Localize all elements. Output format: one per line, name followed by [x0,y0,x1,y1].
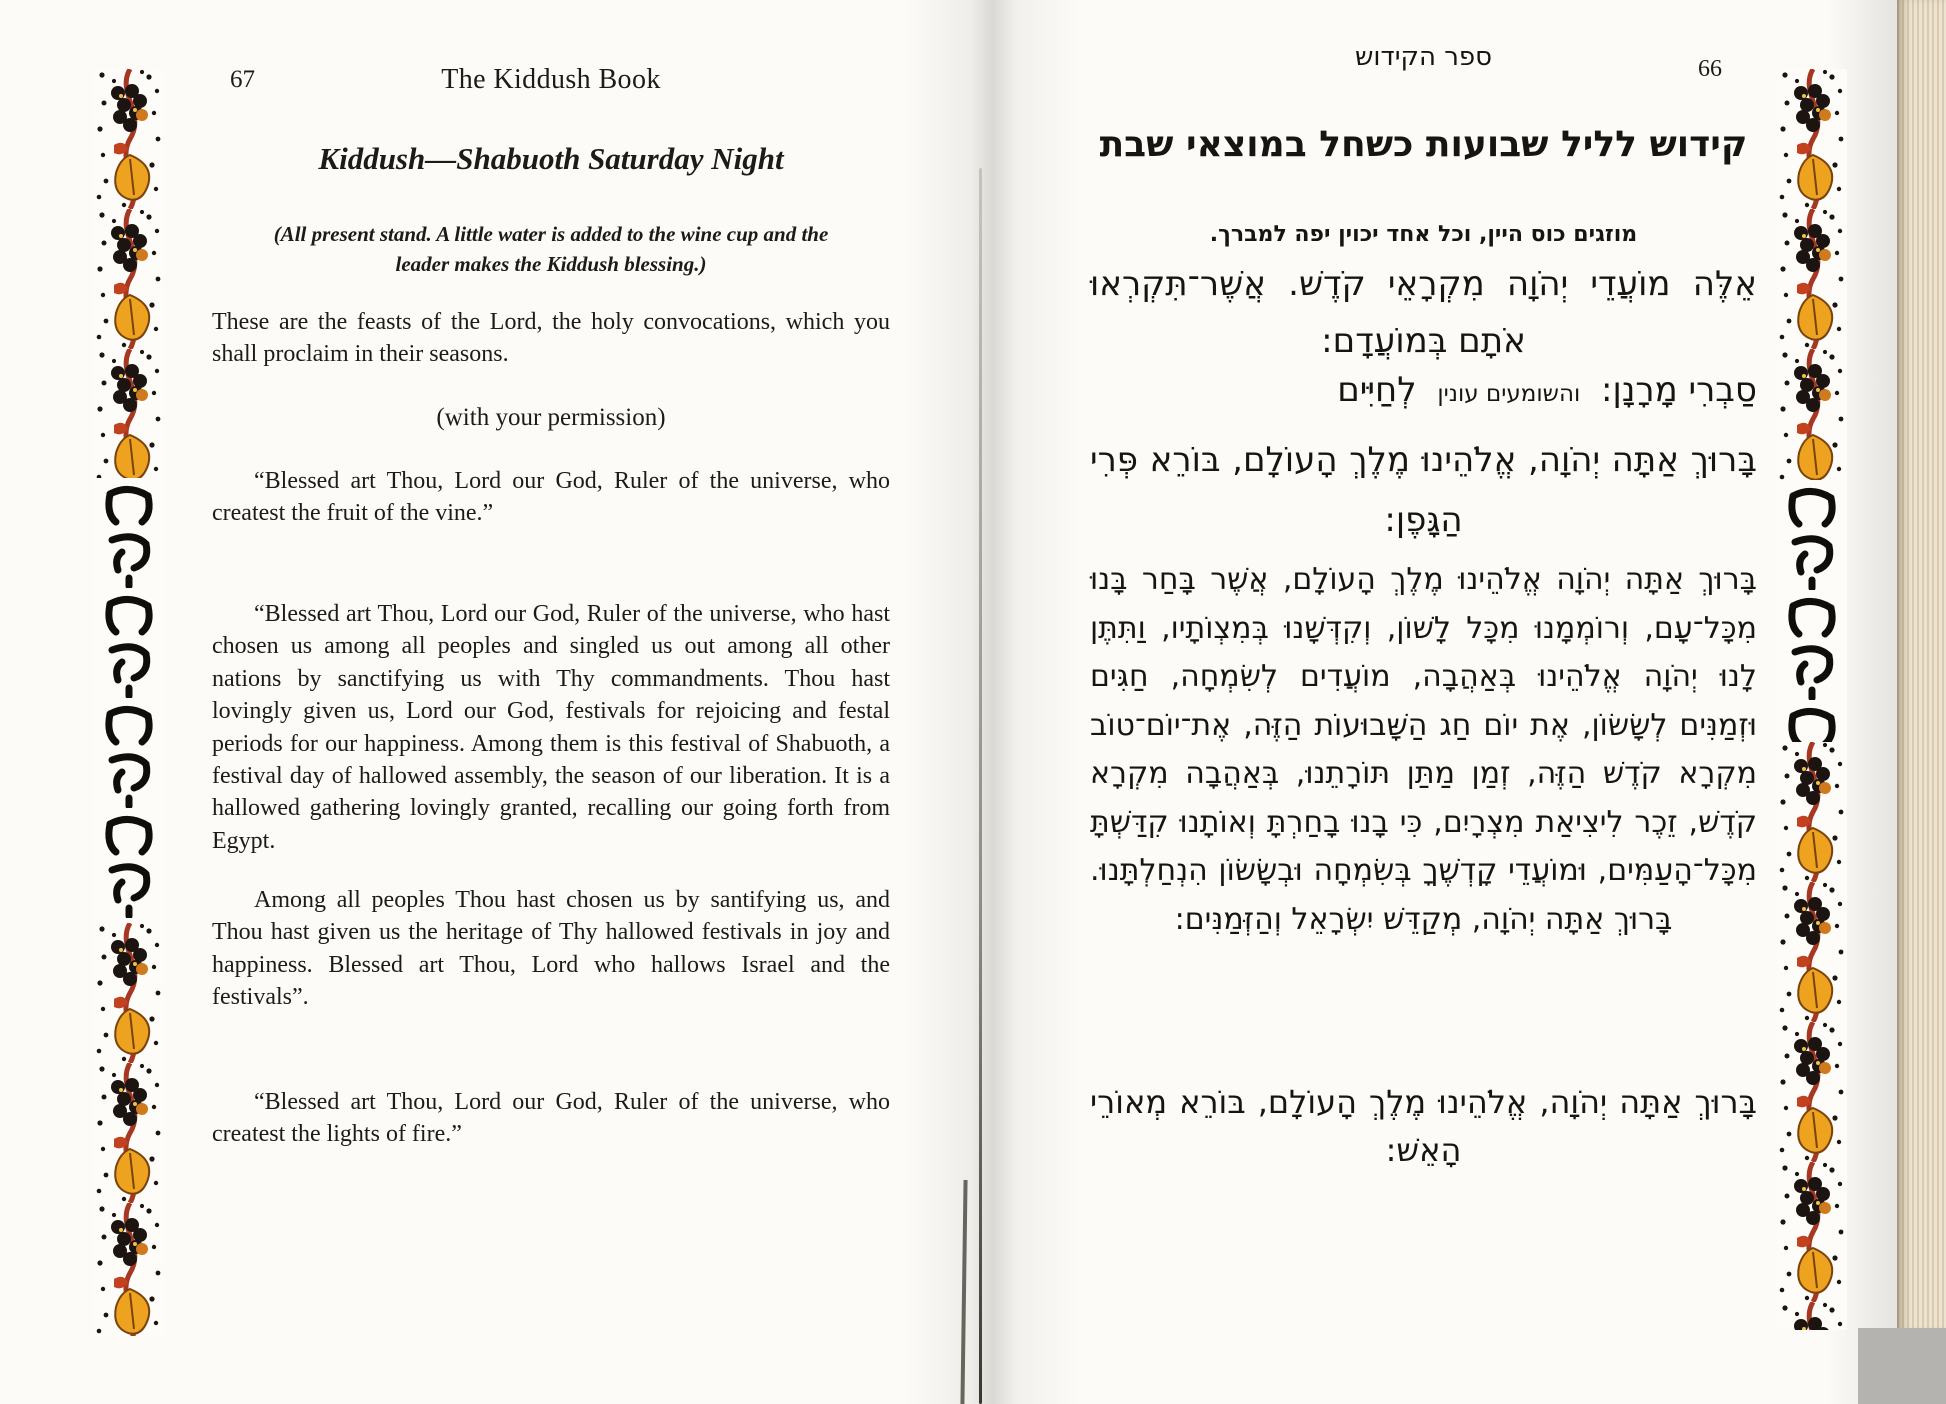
blessing-wine-hebrew: בָּרוּךְ אַתָּה יְהֹוָה, אֱלֹהֵינוּ מֶלֶךְ הָעוֹלָם, בּוֹרֵא פְּרִי הַגָּפֶן: [1090,440,1757,540]
grapevine-border-icon [94,923,164,1336]
blessing-festival-english: “Blessed art Thou, Lord our God, Ruler of the universe, who hast chosen us among all peoples and singled us out among all other nations by sanctifying us with Thy commandments. Thou hast lovingly given us, Lord our God, festivals for rejoicing and festal periods for our happiness. Among them is this festival of Shabuoth, a festival day of hallowed assembly, the season of our liberation. It is a hallowed gathering lovingly granted, recalling our going forth from Egypt. [212,601,890,854]
savri-lead: סַבְרִי מָרָנָן: [1601,370,1757,410]
gutter-line [979,168,982,1404]
hebrew-calligraphy-art [94,478,164,923]
blessing-festival-hebrew: בָּרוּךְ אַתָּה יְהֹוָה אֱלֹהֵינוּ מֶלֶךְ הָעוֹלָם, אֲשֶׁר בָּחַר בָּנוּ מִכָּל־עָם, וְרוֹמְמָנוּ מִכָּל לָשׁוֹן, וְקִדְּשָׁנוּ בְּמִצְוֹתָיו, וַתִּתֶּן לָנוּ יְהֹוָה אֱלֹהֵינוּ בְּאַהֲבָה, מוֹעֲדִים לְשִׂמְחָה, חַגִּים וּזְמַנִּים לְשָׂשׂוֹן, אֶת יוֹם חַג הַשָּׁבוּעוֹת הַזֶּה, אֶת־יוֹם־טוֹב מִקְרָא קֹדֶשׁ הַזֶּה, זְמַן מַתַּן תּוֹרָתֵנוּ, בְּאַהֲבָה מִקְרָא קֹדֶשׁ, זֵכֶר לִיצִיאַת מִצְרָיִם, כִּי בָנוּ בָחַרְתָּ וְאוֹתָנוּ קִדַּשְׁתָּ מִכָּל־הָעַמִּים, וּמוֹעֲדֵי קָדְשֶׁךָ בְּשִׂמְחָה וּבְשָׂשׂוֹן הִנְחַלְתָּנוּ. בָּרוּךְ אַתָּה יְהֹוָה, מְקַדֵּשׁ יִשְׂרָאֵל וְהַזְּמַנִּים: [1090,562,1757,937]
grapevine-border-icon [1777,69,1847,480]
savri-response: לְחַיִּים [1337,370,1417,410]
page-number-left: 67 [230,66,255,93]
grapevine-border-icon [94,69,164,478]
section-title-english: Kiddush—Shabuoth Saturday Night [318,141,784,176]
running-title-hebrew: ספר הקידוש [1355,42,1492,72]
savri-maranan-line [1090,370,1757,410]
permission-line: (with your permission) [436,404,666,431]
stage-direction [212,219,890,279]
kiddush-instruction: מוזגים כוס היין, וכל אחד יכוין יפה למברך. [1209,222,1638,247]
book-fore-edge-pages [1897,0,1946,1330]
verse-moadei-adonai: אֵלֶּה מוֹעֲדֵי יְהֹוָה מִקְרָאֵי קֹדֶשׁ. אֲשֶׁר־תִּקְרְאוּ אֹתָם בְּמוֹעֲדָם: [1090,264,1757,361]
stage-direction-text: (All present stand. A little water is added to the wine cup and the leader makes the Kiddush blessing.) [273,222,829,276]
blessing-festival-continued: Among all peoples Thou hast chosen us by santifying us, and Thou hast given us the heritage of Thy hallowed festivals in joy and happiness. Blessed art Thou, Lord who hallows Israel and the festivals”. [212,887,890,1011]
grapevine-border-icon [1777,742,1847,1330]
section-title-hebrew: קידוש לליל שבועות כשחל במוצאי שבת [1099,124,1748,165]
blessing-fire-hebrew: בָּרוּךְ אַתָּה יְהֹוָה, אֱלֹהֵינוּ מֶלֶךְ הָעוֹלָם, בּוֹרֵא מְאוֹרֵי הָאֵשׁ: [1090,1083,1757,1169]
page-number-right: 66 [1698,56,1722,82]
book-gutter-shadow [905,0,1080,1404]
blessing-fire-english: “Blessed art Thou, Lord our God, Ruler of the universe, who createst the lights of fire.” [212,1089,890,1148]
hebrew-calligraphy-art [1777,480,1847,742]
scan-background-corner [1858,1328,1946,1404]
paragraph-feasts: These are the feasts of the Lord, the holy convocations, which you shall proclaim in their seasons. [212,309,890,368]
blessing-wine-english: “Blessed art Thou, Lord our God, Ruler of the universe, who createst the fruit of the vine.” [212,468,890,527]
savri-note: והשומעים עונין [1437,381,1581,407]
running-title-english: The Kiddush Book [441,64,661,95]
